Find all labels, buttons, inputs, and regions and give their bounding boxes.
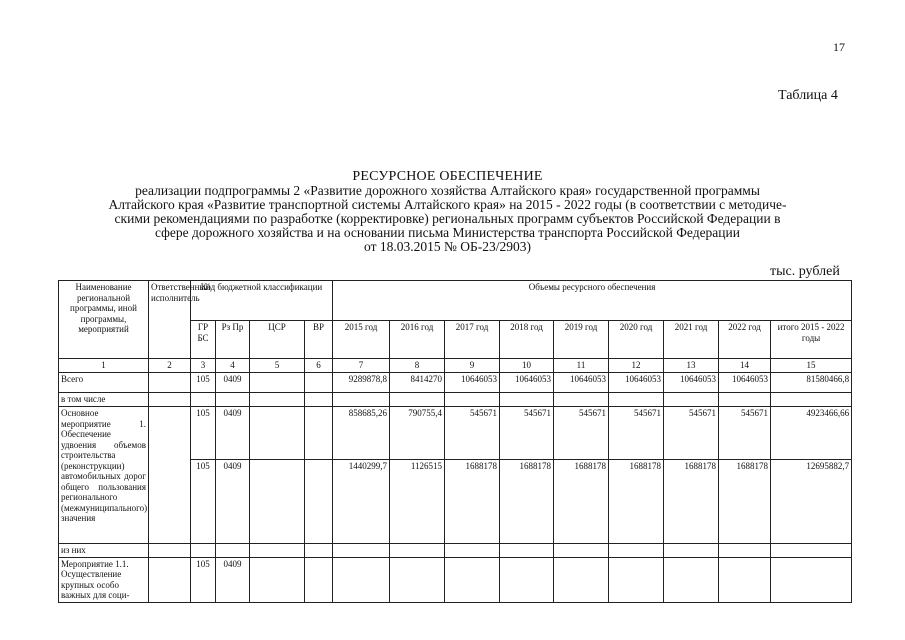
cell-empty: [333, 544, 390, 558]
header-volumes: Объемы ресурсного обеспечения: [333, 281, 852, 321]
cell-empty: [664, 393, 719, 407]
cell-value: 10646053: [445, 373, 500, 393]
cell-value: 1688178: [554, 460, 609, 544]
cell-empty: [305, 407, 333, 460]
cell-empty: [305, 460, 333, 544]
header-responsible: Ответственный исполнитель: [149, 281, 191, 359]
row-label-measure1: Основное мероприятие 1. Обеспечение удвоения объемов строительства (реконструкции) автомобильных дорог общего пользования регионального (межмуниципального) значения: [59, 407, 149, 544]
cell-empty: [216, 544, 250, 558]
cell-value: 10646053: [554, 373, 609, 393]
resource-table: [58, 280, 852, 603]
cell-empty: [609, 393, 664, 407]
cell-empty: [664, 557, 719, 602]
cell-empty: [333, 393, 390, 407]
cell-empty: [333, 557, 390, 602]
row-label-measure11: Мероприятие 1.1. Осуществление крупных особо важных для соци-: [59, 557, 149, 602]
col-number: 6: [305, 359, 333, 373]
cell-empty: [390, 557, 445, 602]
cell-value: 545671: [445, 407, 500, 460]
cell-empty: [149, 557, 191, 602]
cell-empty: [216, 393, 250, 407]
cell-empty: [500, 393, 554, 407]
cell-grbs: 105: [191, 407, 216, 460]
heading-line: реализации подпрограммы 2 «Развитие дорожного хозяйства Алтайского края» государственной программы: [135, 183, 760, 198]
cell-rzpr: 0409: [216, 460, 250, 544]
cell-value: 545671: [554, 407, 609, 460]
col-number: 15: [771, 359, 852, 373]
table-row-including: [59, 393, 852, 407]
heading-line: Алтайского края «Развитие транспортной системы Алтайского края» на 2015 - 2022 годы (в соответствии с методиче-: [108, 197, 787, 212]
cell-empty: [305, 557, 333, 602]
header-name: Наименование региональной программы, иной программы, мероприятий: [59, 281, 149, 359]
cell-empty: [149, 544, 191, 558]
cell-value: 9289878,8: [333, 373, 390, 393]
cell-value: 545671: [664, 407, 719, 460]
col-number: 8: [390, 359, 445, 373]
cell-value: 1688178: [500, 460, 554, 544]
table-row-of-them: [59, 544, 852, 558]
header-year: 2016 год: [390, 321, 445, 359]
cell-value: 858685,26: [333, 407, 390, 460]
heading-title: РЕСУРСНОЕ ОБЕСПЕЧЕНИЕ: [352, 169, 543, 184]
cell-value: 1688178: [719, 460, 771, 544]
cell-empty: [771, 544, 852, 558]
cell-empty: [500, 544, 554, 558]
cell-empty: [664, 544, 719, 558]
cell-rzpr: 0409: [216, 407, 250, 460]
row-label: Всего: [59, 373, 149, 393]
cell-empty: [305, 373, 333, 393]
cell-value: 1688178: [664, 460, 719, 544]
cell-grbs: 105: [191, 373, 216, 393]
cell-value: 81580466,8: [771, 373, 852, 393]
cell-empty: [191, 544, 216, 558]
cell-empty: [250, 373, 305, 393]
cell-value: 8414270: [390, 373, 445, 393]
col-number: 3: [191, 359, 216, 373]
header-budget-code: Код бюджетной классификации: [191, 281, 333, 321]
header-year: 2015 год: [333, 321, 390, 359]
cell-value: 10646053: [664, 373, 719, 393]
cell-empty: [609, 557, 664, 602]
table-row-total: [59, 373, 852, 393]
cell-value: 10646053: [609, 373, 664, 393]
cell-grbs: 105: [191, 460, 216, 544]
cell-empty: [771, 393, 852, 407]
cell-value: 545671: [719, 407, 771, 460]
cell-empty: [719, 557, 771, 602]
heading-line: сфере дорожного хозяйства и на основании письма Министерства транспорта Российской Федерации: [155, 225, 740, 240]
header-csr: ЦСР: [250, 321, 305, 359]
cell-empty: [305, 544, 333, 558]
col-number: 5: [250, 359, 305, 373]
header-year: 2021 год: [664, 321, 719, 359]
cell-empty: [250, 544, 305, 558]
col-number: 13: [664, 359, 719, 373]
header-total: итого 2015 - 2022 годы: [771, 321, 852, 359]
cell-value: 1440299,7: [333, 460, 390, 544]
cell-empty: [149, 373, 191, 393]
table-label: Таблица 4: [778, 88, 838, 103]
row-label: из них: [59, 544, 149, 558]
cell-empty: [554, 393, 609, 407]
column-numbers-row: [59, 359, 852, 373]
cell-empty: [719, 544, 771, 558]
cell-empty: [149, 393, 191, 407]
cell-empty: [390, 393, 445, 407]
cell-grbs: 105: [191, 557, 216, 602]
cell-empty: [554, 557, 609, 602]
cell-empty: [445, 544, 500, 558]
document-heading: [60, 170, 835, 254]
header-year: 2017 год: [445, 321, 500, 359]
table-row-measure1-a: [59, 407, 852, 460]
cell-empty: [500, 557, 554, 602]
col-number: 9: [445, 359, 500, 373]
cell-empty: [250, 393, 305, 407]
cell-empty: [250, 557, 305, 602]
cell-rzpr: 0409: [216, 373, 250, 393]
cell-empty: [771, 557, 852, 602]
cell-value: 545671: [500, 407, 554, 460]
cell-empty: [149, 407, 191, 544]
cell-empty: [250, 460, 305, 544]
cell-empty: [445, 557, 500, 602]
col-number: 1: [59, 359, 149, 373]
cell-value: 1688178: [609, 460, 664, 544]
col-number: 4: [216, 359, 250, 373]
cell-empty: [191, 393, 216, 407]
header-year: 2018 год: [500, 321, 554, 359]
cell-empty: [445, 393, 500, 407]
col-number: 7: [333, 359, 390, 373]
header-year: 2022 год: [719, 321, 771, 359]
cell-empty: [719, 393, 771, 407]
header-year: 2020 год: [609, 321, 664, 359]
page-number: 17: [833, 40, 845, 54]
heading-line: от 18.03.2015 № ОБ-23/2903): [364, 239, 531, 254]
cell-empty: [554, 544, 609, 558]
cell-value: 1126515: [390, 460, 445, 544]
cell-empty: [305, 393, 333, 407]
cell-value: 10646053: [500, 373, 554, 393]
cell-value: 10646053: [719, 373, 771, 393]
col-number: 2: [149, 359, 191, 373]
cell-value: 12695882,7: [771, 460, 852, 544]
table-row-measure11: [59, 557, 852, 602]
cell-value: 790755,4: [390, 407, 445, 460]
col-number: 11: [554, 359, 609, 373]
cell-value: 545671: [609, 407, 664, 460]
cell-value: 4923466,66: [771, 407, 852, 460]
header-grbs: ГР БС: [191, 321, 216, 359]
header-rzpr: Рз Пр: [216, 321, 250, 359]
row-label: в том числе: [59, 393, 149, 407]
cell-value: 1688178: [445, 460, 500, 544]
col-number: 12: [609, 359, 664, 373]
col-number: 14: [719, 359, 771, 373]
header-year: 2019 год: [554, 321, 609, 359]
cell-rzpr: 0409: [216, 557, 250, 602]
heading-line: скими рекомендациями по разработке (корректировке) региональных программ субъектов Российской Федерации в: [114, 211, 781, 226]
col-number: 10: [500, 359, 554, 373]
header-vr: ВР: [305, 321, 333, 359]
cell-empty: [250, 407, 305, 460]
units-label: тыс. рублей: [770, 264, 840, 279]
cell-empty: [390, 544, 445, 558]
cell-empty: [609, 544, 664, 558]
